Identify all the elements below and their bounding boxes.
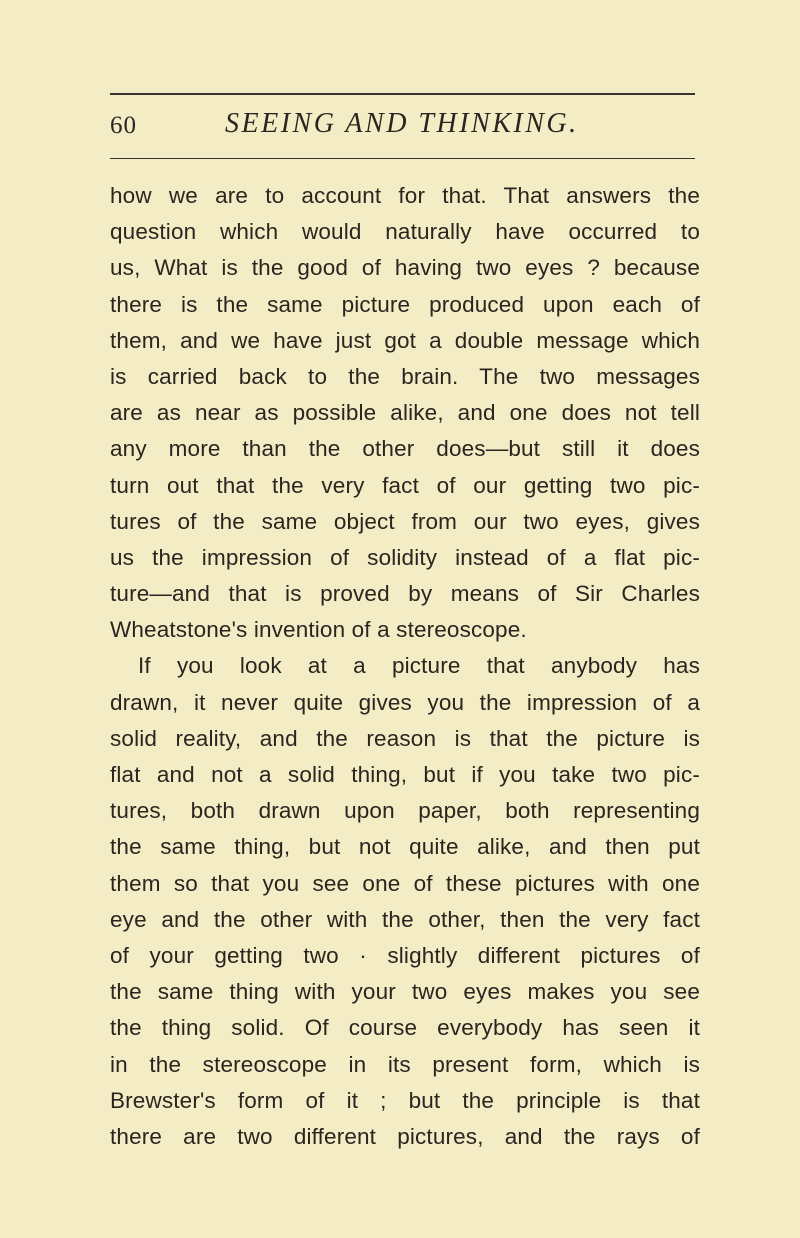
text-line: the same thing with your two eyes makes you see [110, 979, 700, 1005]
running-head [110, 104, 695, 144]
text-line: in the stereoscope in its present form, which is [110, 1051, 700, 1077]
text-line: are as near as possible alike, and one does not tell [110, 400, 700, 426]
text-line: the thing solid. Of course everybody has seen it [110, 1015, 700, 1041]
text-line: there are two different pictures, and the rays of [110, 1123, 700, 1149]
text-line: ture—and that is proved by means of Sir Charles [110, 581, 700, 607]
body-text [110, 178, 700, 1155]
text-line: them, and we have just got a double message which [110, 327, 700, 353]
running-title: SEEING AND THINKING. [225, 108, 579, 139]
text-line: tures, both drawn upon paper, both representing [110, 798, 700, 824]
text-line: solid reality, and the reason is that the picture is [110, 725, 700, 751]
text-line: there is the same picture produced upon each of [110, 291, 700, 317]
text-line: any more than the other does—but still it does [110, 436, 700, 462]
text-line: Brewster's form of it ; but the principle is that [110, 1087, 700, 1113]
text-line: us the impression of solidity instead of a flat pic- [110, 544, 700, 570]
text-line: drawn, it never quite gives you the impression of a [110, 689, 700, 715]
text-line: flat and not a solid thing, but if you take two pic- [110, 762, 700, 787]
paragraph-start-line: If you look at a picture that anybody has [138, 653, 700, 679]
text-line: question which would naturally have occurred to [110, 219, 700, 245]
header-rule-bottom [110, 158, 695, 159]
text-line: the same thing, but not quite alike, and then put [110, 834, 700, 860]
text-line: how we are to account for that. That answers the [110, 183, 700, 208]
text-line: turn out that the very fact of our getting two pic- [110, 472, 700, 498]
text-line: us, What is the good of having two eyes ? because [110, 255, 700, 281]
paragraph-end-line: Wheatstone's invention of a stereoscope. [110, 617, 527, 643]
text-line: eye and the other with the other, then the very fact [110, 906, 700, 932]
header-rule-top [110, 93, 695, 95]
text-line: is carried back to the brain. The two messages [110, 363, 700, 389]
text-line: of your getting two · slightly different pictures of [110, 942, 700, 968]
text-line: them so that you see one of these pictures with one [110, 870, 700, 896]
page-number: 60 [110, 112, 137, 139]
text-line: tures of the same object from our two eyes, gives [110, 508, 700, 534]
